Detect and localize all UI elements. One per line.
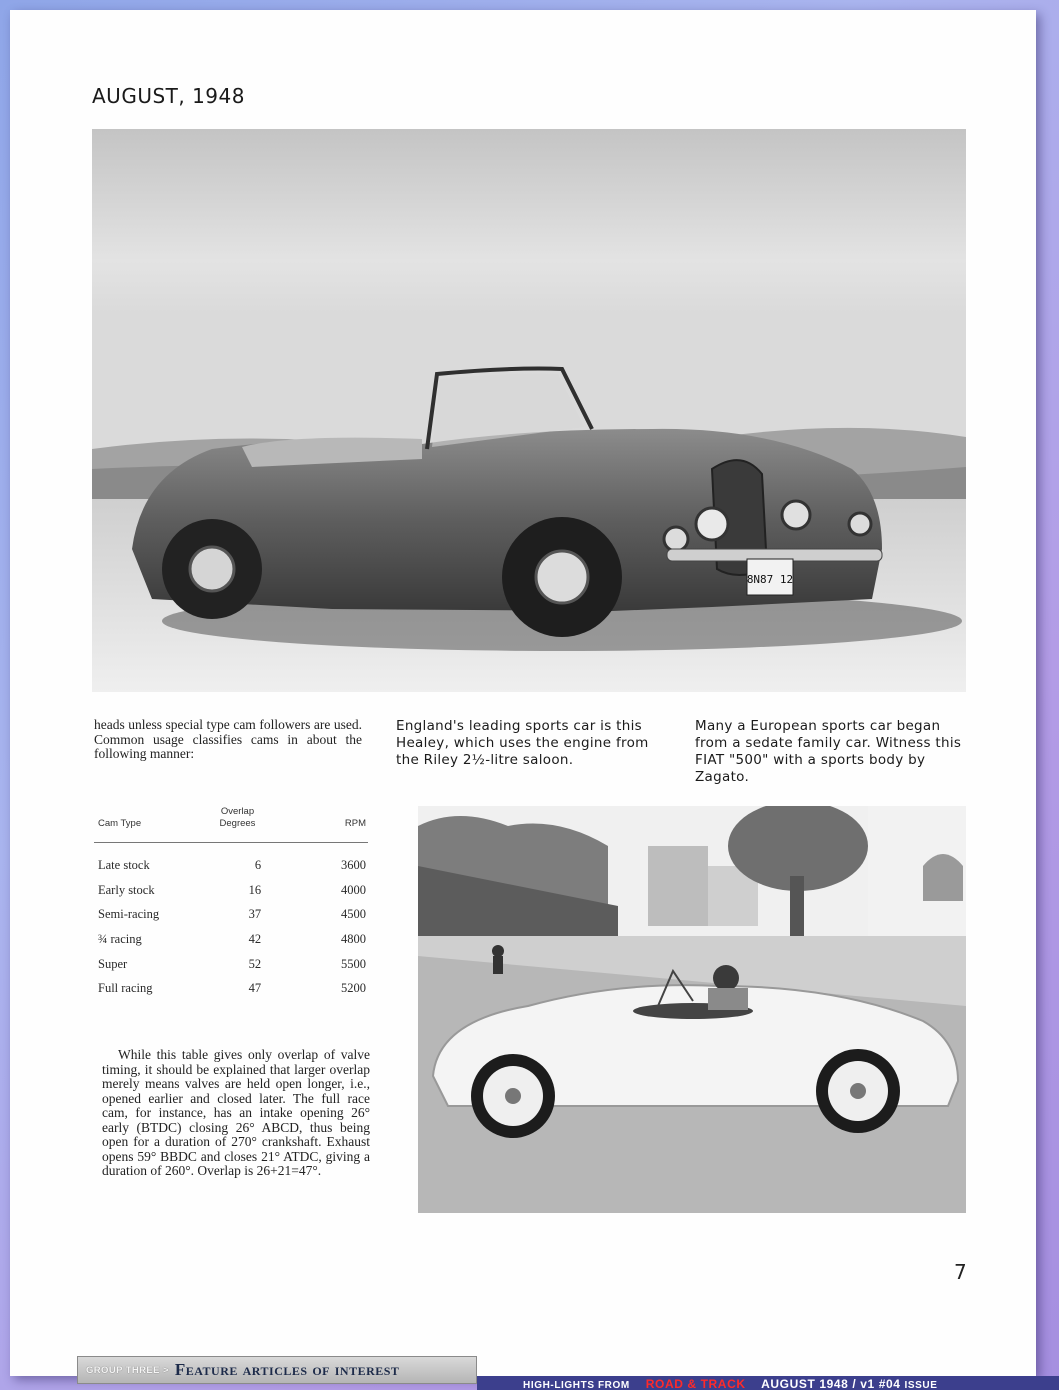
table-row: [94, 878, 368, 903]
overlap-cell: 16: [248, 882, 262, 897]
rpm-cell: 4500: [341, 907, 366, 922]
issue-strip: [477, 1376, 1059, 1390]
table-row: [94, 927, 368, 952]
table-row: [94, 976, 368, 1001]
table-row: [94, 952, 368, 977]
fiat-photo: [418, 806, 966, 1213]
magazine-page: [10, 10, 1036, 1376]
road-track-brand: ROAD & TRACK: [645, 1377, 746, 1390]
issue-word: ISSUE: [904, 1380, 938, 1390]
healey-photo: [92, 129, 966, 692]
cam-type-cell: Super: [98, 956, 128, 971]
cam-type-table: [94, 806, 368, 1001]
highlights-label: HIGH-LIGHTS FROM: [523, 1380, 630, 1390]
rpm-cell: 5200: [341, 981, 366, 996]
page-date-header: AUGUST, 1948: [92, 84, 245, 108]
issue-label: AUGUST 1948 / v1 #04: [761, 1377, 901, 1390]
group-three-banner[interactable]: [77, 1356, 477, 1384]
rpm-cell: 4000: [341, 882, 366, 897]
overlap-cell: 47: [248, 981, 262, 996]
license-plate: 8N87 12: [746, 573, 794, 586]
cam-type-cell: Late stock: [98, 857, 150, 872]
healey-caption: England's leading sports car is this Healey, which uses the engine from the Riley 2½-litre saloon.: [396, 718, 649, 768]
table-row: [94, 902, 368, 927]
cam-type-header: Cam Type: [94, 806, 194, 843]
cam-type-cell: ¾ racing: [98, 931, 142, 946]
overlap-cell: 52: [248, 956, 262, 971]
intro-paragraph: heads unless special type cam followers are used. Common usage classifies cams in about the following manner:: [94, 717, 362, 761]
cam-type-cell: Full racing: [98, 981, 153, 996]
page-number: 7: [954, 1260, 967, 1284]
overlap-cell: 6: [254, 857, 262, 872]
overlap-cell: 37: [248, 907, 262, 922]
table-row: [94, 853, 368, 878]
rpm-cell: 5500: [341, 956, 366, 971]
rpm-header: RPM: [261, 806, 368, 843]
closing-paragraph: While this table gives only overlap of valve timing, it should be explained that larger overlap merely means valves are held open longer, i.e., opened earlier and closed later. The full race cam, for instance, has an intake opening 26° early (BTDC) closing 26° ABCD, thus being open for a duration of 270° crankshaft. Exhaust opens 59° BBDC and closes 21° ATDC, giving a duration of 260°. Overlap is 26+21=47°.: [102, 1047, 370, 1178]
overlap-cell: 42: [248, 931, 262, 946]
group-label: GROUP THREE >: [86, 1364, 169, 1376]
group-title: Feature articles of interest: [174, 1360, 400, 1379]
cam-type-cell: Early stock: [98, 882, 155, 897]
rpm-cell: 3600: [341, 857, 366, 872]
overlap-header: Overlap Degrees: [194, 806, 261, 843]
cam-type-cell: Semi-racing: [98, 907, 160, 922]
fiat-caption: Many a European sports car began from a sedate family car. Witness this FIAT "500" with a sports body by Zagato.: [695, 718, 962, 785]
rpm-cell: 4800: [341, 931, 366, 946]
